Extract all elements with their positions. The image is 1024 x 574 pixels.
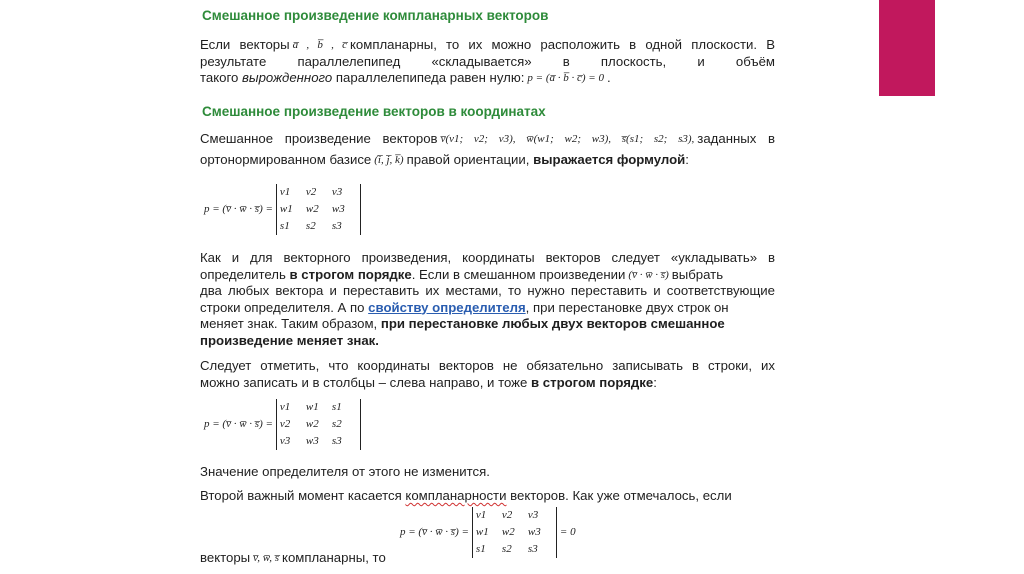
slide-accent-bar (879, 0, 935, 96)
det-cell: w1 (305, 401, 319, 414)
link-determinant-property[interactable]: свойству определителя (368, 299, 526, 315)
det-cell: w1 (279, 203, 293, 216)
p3-line3: два любых вектора и переставить их местами, то нужно переставить и соответствующие (200, 283, 775, 298)
heading-coplanar: Смешанное произведение компланарных векторов (202, 8, 549, 23)
determinant-matrix (276, 184, 361, 235)
det-cell: v3 (527, 509, 539, 522)
formula-determinant-columns: p = (v̅ · w̅ · s̅) = v1 w1 s1 v2 w2 s2 v3 w3 s3 (204, 399, 361, 450)
det-cell: s3 (331, 220, 342, 233)
det-cell: v2 (501, 509, 513, 522)
p4-line1: Следует отметить, что координаты векторов не обязательно записывать в строки, их (200, 358, 775, 373)
paragraph-unchanged: Значение определителя от этого не изменится. (200, 464, 490, 479)
det-cell: v2 (279, 418, 291, 431)
math-vws-list: v̅, w̅, s̅ (253, 552, 280, 564)
det-cell: v1 (279, 401, 291, 414)
det-cell: s1 (331, 401, 342, 414)
p3-line5: меняет знак. Таким образом, при перестановке любых двух векторов смешанное (200, 316, 725, 331)
det-cell: s3 (527, 543, 538, 556)
paragraph-order (200, 250, 775, 349)
det-cell: s1 (279, 220, 290, 233)
det-cell: w1 (475, 526, 489, 539)
p2-line1: Смешанное произведение векторов v̅(v1; v2; v3), w̅(w1; w2; w3), s̅(s1; s2; s3), заданных в (200, 131, 775, 146)
det-cell: s3 (331, 435, 342, 448)
p3-line6: произведение меняет знак. (200, 332, 379, 348)
paragraph-coordinates (200, 131, 775, 168)
formula-determinant-rows: p = (v̅ · w̅ · s̅) = v1 v2 v3 w1 w2 w3 s1 s2 s3 (204, 184, 361, 235)
heading-coordinates: Смешанное произведение векторов в координатах (202, 104, 546, 119)
paragraph-coplanarity: Второй важный момент касается компланарности векторов. Как уже отмечалось, если (200, 488, 732, 503)
det-cell: s2 (331, 418, 342, 431)
paragraph-final: векторы v̅, w̅, s̅ компланарны, то (200, 550, 386, 565)
document-page (200, 0, 778, 574)
det-cell: w2 (501, 526, 515, 539)
det-cell: v3 (279, 435, 291, 448)
math-vectors-coords: v̅(v1; v2; v3), w̅(w1; w2; w3), s̅(s1; s2; s3), (440, 133, 695, 145)
p1-line2: результате параллелепипед «складывается» в плоскость, и объём (200, 53, 775, 69)
det-cell: w2 (305, 203, 319, 216)
paragraph-columns (200, 358, 775, 391)
det-cell: v1 (475, 509, 487, 522)
math-vws: (v̅ · w̅ · s̅) (628, 268, 669, 281)
det-cell: v2 (305, 186, 317, 199)
p3-line2: определитель в строгом порядке. Если в смешанном произведении (v̅ · w̅ · s̅) выбрать (200, 266, 724, 282)
math-abc: a̅ , b̅ , c̅ (292, 39, 348, 51)
p1-line1: Если векторы a̅ , b̅ , c̅ компланарны, то их можно расположить в одной плоскости. В (200, 37, 775, 52)
det-cell: w3 (305, 435, 319, 448)
det-cell: w2 (305, 418, 319, 431)
p3-line4: строки определителя. А по свойству определителя, при перестановке двух строк он (200, 299, 729, 315)
spell-underlined-word: компланарности (405, 488, 507, 503)
math-basis: (i̅, j̅, k̅) (374, 153, 404, 166)
p3-line1: Как и для векторного произведения, координаты векторов следует «укладывать» в (200, 250, 775, 265)
det-cell: w3 (527, 526, 541, 539)
det-cell: v3 (331, 186, 343, 199)
p4-line2: можно записать и в столбцы – слева направо, и тоже в строгом порядке: (200, 374, 657, 390)
p1-line3: такого вырожденного параллелепипеда равен нулю: p = (a̅ · b̅ · c̅) = 0 . (200, 70, 611, 85)
det-cell: w3 (331, 203, 345, 216)
formula-determinant-zero: p = (v̅ · w̅ · s̅) = v1 v2 v3 w1 w2 w3 s1 s2 s3 = 0 (400, 507, 576, 558)
det-cell: s2 (305, 220, 316, 233)
det-cell: v1 (279, 186, 291, 199)
math-p-zero: p = (a̅ · b̅ · c̅) = 0 (527, 72, 604, 84)
paragraph-coplanar (200, 37, 775, 87)
det-cell: s2 (501, 543, 512, 556)
p2-line2: ортонормированном базисе (i̅, j̅, k̅) правой ориентации, выражается формулой: (200, 151, 689, 167)
determinant-matrix (276, 399, 361, 450)
det-cell: s1 (475, 543, 486, 556)
